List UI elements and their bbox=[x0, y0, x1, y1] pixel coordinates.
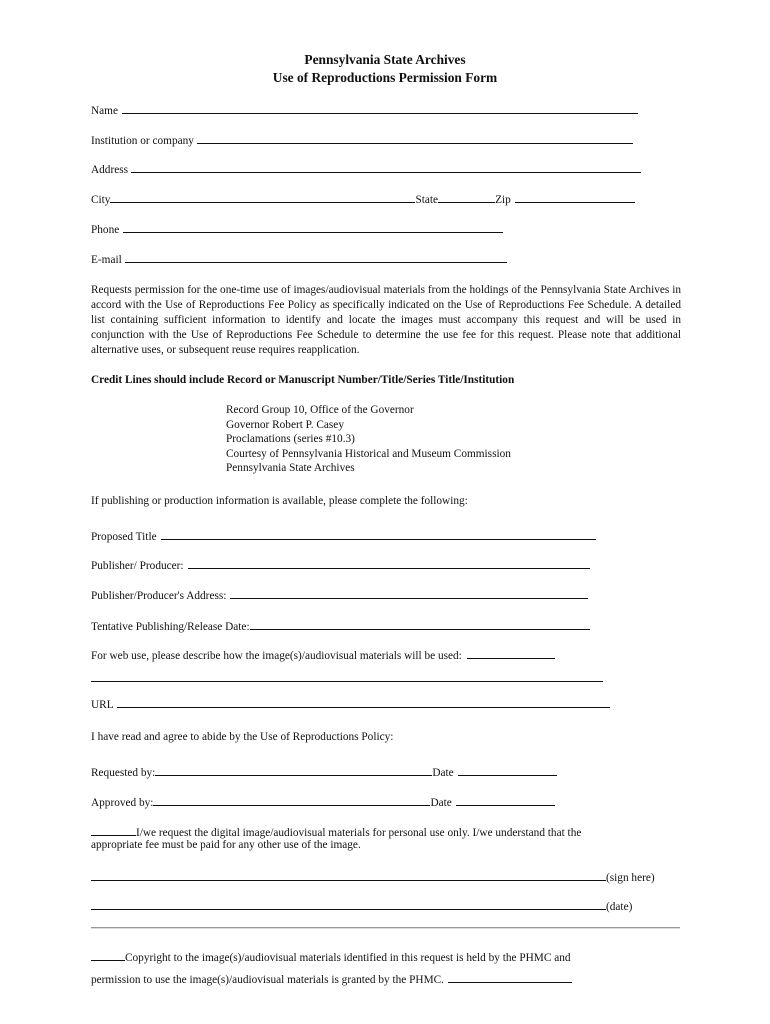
signature-field[interactable] bbox=[91, 869, 606, 881]
url-row bbox=[91, 696, 610, 711]
publisher-address-label: Publisher/Producer's Address: bbox=[91, 590, 227, 602]
request-paragraph: Requests permission for the one-time use of images/audiovisual materials from the holdings of the Pennsylvania State Archives in accord with the Use of Reproductions Fee Policy as specifically indicated on the Use of Reproductions Fee Schedule. A detailed list containing sufficient information to identify and locate the images must accompany this request and will be used in conjunction with the Use of Reproductions Fee Schedule to determine the use fee for this request. Please note that additional alternative uses, or subsequent reuse requires reapplication. bbox=[91, 284, 681, 356]
state-label: State bbox=[415, 194, 439, 206]
copyright-row-2 bbox=[91, 971, 572, 986]
requested-by-row bbox=[91, 764, 557, 779]
name-field[interactable] bbox=[122, 102, 638, 114]
personal-use-text-2: appropriate fee must be paid for any other use of the image. bbox=[91, 839, 361, 851]
release-date-row bbox=[91, 618, 590, 633]
email-field[interactable] bbox=[125, 251, 507, 263]
publisher-label: Publisher/ Producer: bbox=[91, 560, 184, 572]
requested-by-label: Requested by: bbox=[91, 767, 156, 779]
date-row bbox=[91, 898, 632, 913]
copyright-text: Copyright to the image(s)/audiovisual materials identified in this request is held by the PHMC and bbox=[125, 952, 571, 964]
publisher-field[interactable] bbox=[188, 557, 590, 569]
city-label: City bbox=[91, 194, 111, 206]
state-field[interactable] bbox=[438, 191, 495, 203]
copyright-initials-field[interactable] bbox=[91, 949, 125, 961]
publisher-row bbox=[91, 557, 590, 572]
credit-line: Pennsylvania State Archives bbox=[226, 462, 355, 475]
name-row bbox=[91, 102, 638, 117]
personal-use-initials-field[interactable] bbox=[91, 824, 136, 836]
sign-here-row bbox=[91, 869, 655, 884]
institution-field[interactable] bbox=[197, 132, 633, 144]
approved-by-field[interactable] bbox=[153, 794, 430, 806]
proposed-title-field[interactable] bbox=[161, 528, 596, 540]
url-label: URL bbox=[91, 699, 114, 711]
email-row bbox=[91, 251, 507, 266]
web-use-label: For web use, please describe how the image(s)/audiovisual materials will be used: bbox=[91, 650, 462, 662]
form-title: Pennsylvania State Archives bbox=[304, 52, 466, 67]
address-label: Address bbox=[91, 164, 129, 176]
phone-row bbox=[91, 221, 503, 236]
requested-date-label: Date bbox=[432, 767, 454, 779]
credit-line: Record Group 10, Office of the Governor bbox=[226, 404, 414, 416]
proposed-title-label: Proposed Title bbox=[91, 531, 157, 543]
publisher-address-row bbox=[91, 587, 588, 602]
institution-row bbox=[91, 132, 633, 147]
approved-by-row bbox=[91, 794, 555, 809]
web-use-continuation-field[interactable] bbox=[91, 670, 603, 682]
signature-date-field[interactable] bbox=[91, 898, 606, 910]
sign-here-label: (sign here) bbox=[606, 872, 655, 884]
copyright-sign-field[interactable] bbox=[448, 971, 572, 983]
agree-text: I have read and agree to abide by the Use of Reproductions Policy: bbox=[91, 731, 394, 743]
zip-label: Zip bbox=[495, 194, 511, 206]
section-divider bbox=[91, 927, 680, 929]
credit-line: Courtesy of Pennsylvania Historical and Museum Commission bbox=[226, 447, 511, 460]
release-date-field[interactable] bbox=[250, 618, 590, 630]
form-subtitle: Use of Reproductions Permission Form bbox=[272, 70, 498, 85]
institution-label: Institution or company bbox=[91, 135, 194, 147]
copyright-row bbox=[91, 949, 571, 964]
approved-by-label: Approved by: bbox=[91, 797, 154, 809]
city-state-zip-row bbox=[91, 191, 635, 206]
requested-date-field[interactable] bbox=[458, 764, 557, 776]
zip-field[interactable] bbox=[515, 191, 635, 203]
url-field[interactable] bbox=[117, 696, 610, 708]
credit-lines bbox=[226, 403, 511, 476]
approved-date-field[interactable] bbox=[456, 794, 555, 806]
name-label: Name bbox=[91, 105, 118, 117]
approved-date-label: Date bbox=[430, 797, 452, 809]
address-row bbox=[91, 161, 641, 176]
phone-label: Phone bbox=[91, 224, 120, 236]
publisher-address-field[interactable] bbox=[230, 587, 588, 599]
personal-use-text: I/we request the digital image/audiovisual materials for personal use only. I/we understand that the bbox=[136, 827, 582, 839]
credit-heading: Credit Lines should include Record or Manuscript Number/Title/Series Title/Institution bbox=[91, 374, 515, 386]
email-label: E-mail bbox=[91, 254, 122, 266]
copyright-text-2: permission to use the image(s)/audiovisual materials is granted by the PHMC. bbox=[91, 974, 444, 986]
credit-line: Proclamations (series #10.3) bbox=[226, 433, 355, 446]
city-field[interactable] bbox=[110, 191, 415, 203]
date-label: (date) bbox=[606, 901, 633, 913]
web-use-field[interactable] bbox=[467, 647, 555, 659]
web-use-row bbox=[91, 647, 555, 662]
personal-use-row bbox=[91, 824, 581, 839]
release-date-label: Tentative Publishing/Release Date: bbox=[91, 621, 250, 633]
phone-field[interactable] bbox=[123, 221, 503, 233]
proposed-title-row bbox=[91, 528, 596, 543]
requested-by-field[interactable] bbox=[155, 764, 432, 776]
credit-line: Governor Robert P. Casey bbox=[226, 418, 344, 431]
address-field[interactable] bbox=[131, 161, 641, 173]
publishing-intro: If publishing or production information is available, please complete the following: bbox=[91, 495, 468, 507]
